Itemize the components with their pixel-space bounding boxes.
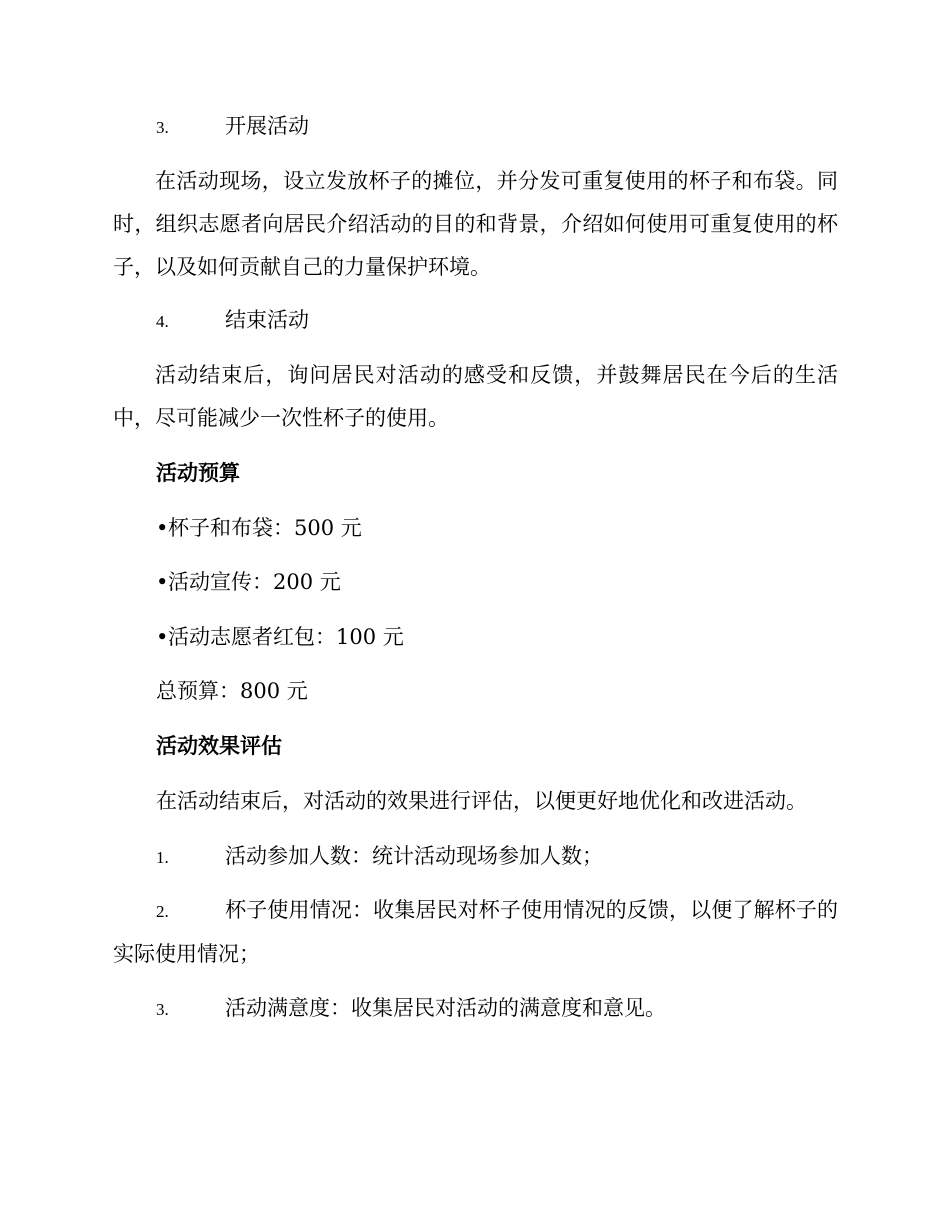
evaluation-intro: 在活动结束后，对活动的效果进行评估，以便更好地优化和改进活动。 (156, 789, 807, 813)
budget-heading: 活动预算 (156, 460, 240, 485)
step-3-title: 开展活动 (225, 114, 309, 138)
budget-item (113, 506, 881, 550)
budget-item-text: 杯子和布袋：500 元 (168, 516, 362, 540)
evaluation-heading: 活动效果评估 (156, 733, 282, 758)
step-4-paragraph: 活动结束后，询问居民对活动的感受和反馈，并鼓舞居民在今后的生活中，尽可能减少一次性杯子的使用。 (113, 363, 838, 430)
evaluation-item-number: 2. (156, 902, 169, 921)
step-4-heading (113, 298, 838, 344)
budget-item-text: 活动志愿者红包：100 元 (168, 625, 404, 649)
budget-item-text: 活动宣传：200 元 (168, 570, 341, 594)
budget-item (113, 560, 881, 604)
step-3-number: 3. (156, 118, 169, 137)
evaluation-item-text: 活动参加人数：统计活动现场参加人数； (225, 844, 603, 868)
step-3-paragraph: 在活动现场，设立发放杯子的摊位，并分发可重复使用的杯子和布袋。同时，组织志愿者向居民介绍活动的目的和背景，介绍如何使用可重复使用的杯子，以及如何贡献自己的力量保护环境。 (113, 169, 838, 279)
evaluation-item (113, 834, 838, 880)
evaluation-item (113, 986, 838, 1032)
budget-total: 总预算：800 元 (156, 679, 308, 703)
bullet-icon: • (156, 570, 169, 594)
evaluation-item (113, 889, 838, 976)
bullet-icon: • (156, 516, 169, 540)
step-4-number: 4. (156, 312, 169, 331)
step-3-heading (113, 104, 838, 150)
evaluation-item-text: 杯子使用情况：收集居民对杯子使用情况的反馈，以便了解杯子的实际使用情况； (113, 898, 838, 966)
budget-item (113, 615, 881, 659)
step-4-title: 结束活动 (225, 308, 309, 332)
evaluation-item-number: 1. (156, 848, 169, 867)
evaluation-item-text: 活动满意度：收集居民对活动的满意度和意见。 (225, 996, 666, 1020)
evaluation-item-number: 3. (156, 1000, 169, 1019)
bullet-icon: • (156, 625, 169, 649)
